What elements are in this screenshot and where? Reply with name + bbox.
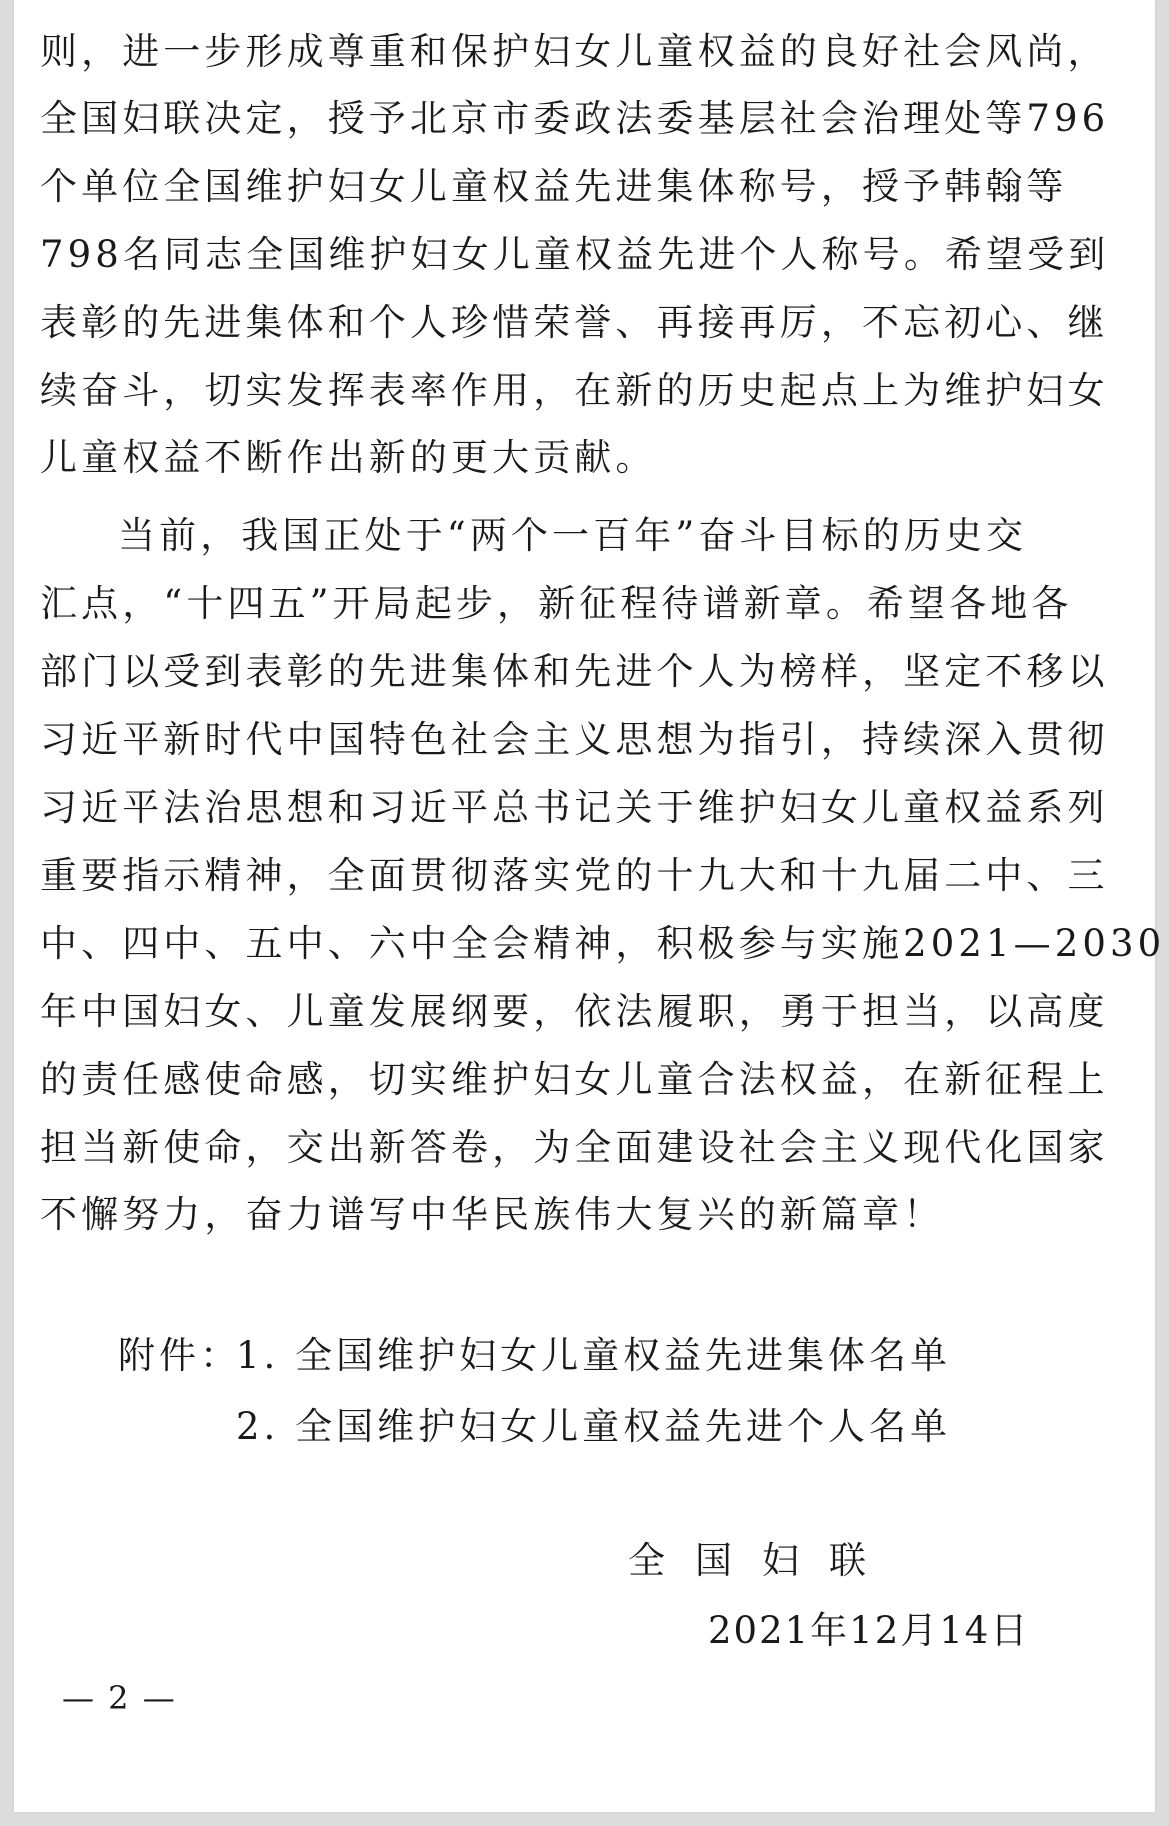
attachments-label: 附件：: [118, 1334, 241, 1377]
paragraph-2-line-11: 不懈努力，奋力谱写中华民族伟大复兴的新篇章！: [40, 1193, 945, 1236]
attachment-item-2: 2. 全国维护妇女儿童权益先进个人名单: [236, 1405, 952, 1448]
attachment-item-1: 1. 全国维护妇女儿童权益先进集体名单: [236, 1334, 952, 1377]
document-page: [14, 0, 1166, 1812]
paragraph-2-line-3: 部门以受到表彰的先进集体和先进个人为榜样，坚定不移以: [40, 650, 1109, 693]
paragraph-1-line-3: 个单位全国维护妇女儿童权益先进集体称号，授予韩翰等: [40, 165, 1068, 208]
paragraph-2-line-2: 汇点，“十四五”开局起步，新征程待谱新章。希望各地各: [40, 582, 1073, 625]
paragraph-2-line-9: 的责任感使命感，切实维护妇女儿童合法权益，在新征程上: [40, 1058, 1109, 1101]
paragraph-1-line-6: 续奋斗，切实发挥表率作用，在新的历史起点上为维护妇女: [40, 369, 1109, 412]
paragraph-2-line-6: 重要指示精神，全面贯彻落实党的十九大和十九届二中、三: [40, 854, 1109, 897]
page-number: — 2 —: [62, 1679, 177, 1717]
paragraph-2-line-10: 担当新使命，交出新答卷，为全面建设社会主义现代化国家: [40, 1126, 1109, 1169]
paragraph-1-line-5: 表彰的先进集体和个人珍惜荣誉、再接再厉，不忘初心、继: [40, 301, 1109, 344]
paragraph-1-line-1: 则，进一步形成尊重和保护妇女儿童权益的良好社会风尚，: [40, 30, 1109, 73]
paragraph-1-line-2: 全国妇联决定，授予北京市委政法委基层社会治理处等796: [40, 97, 1110, 140]
paragraph-2-line-7: 中、四中、五中、六中全会精神，积极参与实施2021—2030: [40, 922, 1166, 965]
signature-organization: 全国妇联: [628, 1539, 896, 1582]
paragraph-2-line-8: 年中国妇女、儿童发展纲要，依法履职，勇于担当，以高度: [40, 990, 1109, 1033]
paragraph-2-line-4: 习近平新时代中国特色社会主义思想为指引，持续深入贯彻: [40, 718, 1109, 761]
paragraph-2-line-5: 习近平法治思想和习近平总书记关于维护妇女儿童权益系列: [40, 786, 1109, 829]
paragraph-1-line-7: 儿童权益不断作出新的更大贡献。: [40, 436, 657, 479]
paragraph-1-line-4: 798名同志全国维护妇女儿童权益先进个人称号。希望受到: [40, 233, 1110, 276]
signature-date: 2021年12月14日: [708, 1609, 1030, 1652]
paragraph-2-line-1: 当前，我国正处于“两个一百年”奋斗目标的历史交: [118, 514, 1028, 557]
